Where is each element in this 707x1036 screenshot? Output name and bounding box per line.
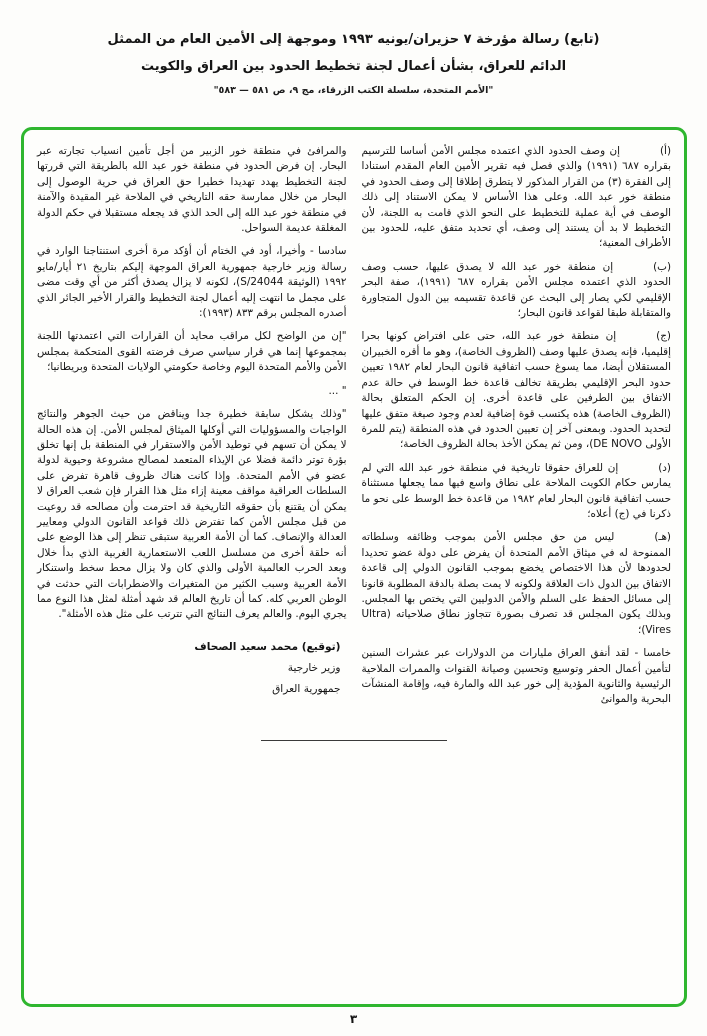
signature-country: جمهورية العراق (272, 682, 341, 695)
paragraph-fifth-text: خامسا - لقد أنفق العراق مليارات من الدولارات عبر عشرات السنين لتأمين أعمال الحفر وتوسيع وتحسين وصيانة القنوات والممرات الملاحية الرئيسية والثانوية المؤدية إلى خور عبد الله والمارة فيه، وإقامة المنشآت البحرية والموانئ (361, 647, 671, 706)
header-line-2: الدائم للعراق، بشأن أعمال لجنة تخطيط الحدود بين العراق والكويت (140, 59, 567, 74)
paragraph-c-label: (ج) (656, 330, 671, 343)
paragraph-a-text: إن وصف الحدود الذي اعتمده مجلس الأمن أساسا للترسيم بقراره ٦٨٧ (١٩٩١) والذي فصل فيه تقرير الأمين العام المقدم استنادا إلى الفقرة (٣) من القرار المذكور لا يتطرق إطلاقا إلى وصف الحدود في منطقة خور عبد الله. وعلى هذا الأساس لا يمكن الاستناد إلى ذلك الوصف في أية عملية للتخطيط على النحو الذي قامت به اللجنة، لأن التخطيط لا بد أن يستند إلى وصف، أي تحديد متفق عليه، للحدود بين الأطراف المعنية؛ (361, 145, 672, 250)
footnote-separator-rule (261, 740, 447, 741)
paragraph-a-label: (أ) (660, 145, 671, 157)
header-line-1: (تابع) رسالة مؤرخة ٧ حزيران/يونيه ١٩٩٣ وموجهة إلى الأمين العام من الممثل (107, 32, 600, 47)
column-left (37, 144, 347, 716)
paragraph-d-text: إن للعراق حقوقا تاريخية في منطقة خور عبد الله التي لم يمارس حكام الكويت الملاحة على نطاق واسع فيها مما يجعلها مستثناة حسب اتفاقية قانون البحار لعام ١٩٨٢ من قاعدة خط الوسط على نحو ما ذكرنا في (ج) أعلاه؛ (361, 461, 671, 520)
paragraph-b-label: (ب) (653, 260, 671, 273)
page-number: ٣ (349, 1012, 358, 1026)
paragraph-d-label: (د) (658, 461, 671, 474)
paragraph-quote-1 (37, 329, 347, 375)
paragraph-a (362, 144, 672, 252)
paragraph-continuation-text: والمرافئ في منطقة خور الزبير من أجل تأمين انسياب تجارته عبر البحار. إن فرض الحدود في منطقة خور عبد الله بالطريقة التي قررتها لجنة التخطيط يهدد تهديدا خطيرا حق العراق في حرية الوصول إلى البحار من خلال ممارسة حقه التاريخي في الملاحة غير المقيدة والآمنة في منطقة خور عبد الله إلى الحد الذي قد يجعله مستقبلا في حكم الدولة المغلقة عديمة السواحل. (37, 145, 347, 235)
paragraph-quote-2 (37, 407, 347, 623)
paragraph-continuation (37, 144, 347, 236)
paragraph-e-label: (هـ) (654, 531, 671, 544)
column-right (362, 144, 672, 716)
signature-title: وزير خارجية (287, 661, 341, 674)
paragraph-c (362, 329, 672, 452)
paragraph-e (362, 530, 672, 638)
paragraph-quote-ellipsis (37, 384, 347, 399)
paragraph-d (362, 461, 672, 523)
paragraph-fifth (362, 646, 672, 708)
paragraph-quote-2-text: "وذلك يشكل سابقة خطيرة جدا ويناقض من حيث الجوهر والنتائج الواجبات والمسؤوليات التي أوكلها الميثاق لمجلس الأمن. إن هذه الحالة لا يمكن أن تسهم في توطيد الأمن والاستقرار في المنطقة بل إنها تخلق بؤرة توتر دائمة فضلا عن الإيذاء المتعمد لمصالح مشروعة وحيوية لدولة عضو في الأمم المتحدة. وإذا كانت هناك ظروف قاهرة تفرض على السلطات العراقية مواقف معينة إزاء مثل هذا القرار فإن شعب العراق لا يمكن أن يقتنع بأن حقوقه التاريخية قد احترمت وأن مصالحه قد روعيت من قبل مجلس الأمن كما تفترض ذلك قواعد القانون الدولي ومعايير العدالة والإنصاف. كما أن الأمة العربية ستبقى تنظر إلى هذا الوضع على أنه حلقة أخرى من مسلسل اللعب الاستعمارية الغربية الذي بدأ خلال وبعد الحرب العالمية الأولى والذي كان ولا يزال محط سخط واستنكار الأمة العربية وسبب الكثير من المتغيرات والاضطرابات التي حدثت في الوطن العربي كله. كما أن تاريخ العالم قد شهد أمثلة لمثل هذا النوع مما يجري اليوم. والعالم يعرف النتائج التي تترتب على مثل هذه الأمثلة". (37, 408, 347, 621)
paragraph-c-text: إن منطقة خور عبد الله، حتى على افتراض كونها بحرا إقليميا، فإنه يصدق عليها وصف (الظروف الخاصة)، وهو ما أقره الخبيران المستقلان أيضا، مما يسوغ حسب اتفاقية قانون البحار لعام ١٩٨٢ تعيين حدود البحر الإقليمي بطريقة تخالف قاعدة خط الوسط في حالة عدم الاتفاق بين الطرفين على قاعدة أخرى. إن الحكم المتعلق بحالة (الظروف الخاصة) هذه يكتسب قوة إضافية لعدم وجود صيغة متفق عليها لتحديد الحدود. وبمعنى آخر إن تعيين الحدود في هذه المنطقة (يتم للمرة الأولى DE NOVO)، ومن ثم يمكن الأخذ بحالة الظروف الخاصة؛ (361, 330, 671, 451)
paragraph-quote-ellipsis-text: " ... (328, 384, 347, 397)
green-frame (21, 127, 687, 1007)
signature-block (37, 637, 347, 700)
paragraph-sixth (37, 244, 347, 321)
header-source-line: "الأمم المتحدة، سلسلة الكتب الزرقاء، مج ٩، ص ٥٨١ — ٥٨٣" (213, 85, 494, 96)
document-header (0, 26, 707, 96)
paragraph-b (362, 260, 672, 322)
paragraph-quote-1-text: "إن من الواضح لكل مراقب محايد أن القرارات التي اعتمدتها اللجنة بمجموعها إنما هي قرار سياسي صرف فرضته القوى المتحكمة بمجلس الأمن والأمم المتحدة اليوم وخاصة حكومتي الولايات المتحدة وبريطانيا؛ (37, 330, 347, 374)
paragraph-e-text: ليس من حق مجلس الأمن بموجب وظائفه وسلطاته الممنوحة له في ميثاق الأمم المتحدة أن يفرض على دولة عضو تحديدا لحدودها لأن هذا الاختصاص يخضع بموجب القانون الدولي إلى قاعدة الاتفاق بين الدول ذات العلاقة ولكونه لا يمت بصلة بالدقة المطلوبة قانونا إلى مسائل الحفظ على السلم والأمن الدوليين التي يختص بها المجلس. وبذلك يكون المجلس قد تصرف بصورة تتجاوز نطاق صلاحياته (Ultra Vires)؛ (361, 531, 671, 636)
paragraph-sixth-text: سادسا - وأخيرا، أود في الختام أن أؤكد مرة أخرى استنتاجنا الوارد في رسالة وزير خارجية جمهورية العراق الموجهة إليكم بتاريخ ٢١ أيار/مايو ١٩٩٢ (الوثيقة S/24044)، لكونه لا يزال يصدق أكثر من أي وقت مضى على مجمل ما انتهت إليه أعمال لجنة التخطيط والقرار الأخير الجائر الذي أصدره المجلس برقم ٨٣٣ (١٩٩٣): (37, 245, 347, 320)
two-column-text (37, 144, 671, 716)
signature-name: (توقيع) محمد سعيد الصحاف (194, 640, 341, 653)
paragraph-b-text: إن منطقة خور عبد الله لا يصدق عليها، حسب وصف الحدود الذي اعتمده مجلس الأمن بقراره ٦٨٧ (١٩٩١)، صفة البحر الإقليمي لكي يصار إلى البحث عن قاعدة تقسيمه بين الدول المتجاورة والمتقابلة طبقا لقواعد قانون البحار؛ (361, 260, 672, 320)
